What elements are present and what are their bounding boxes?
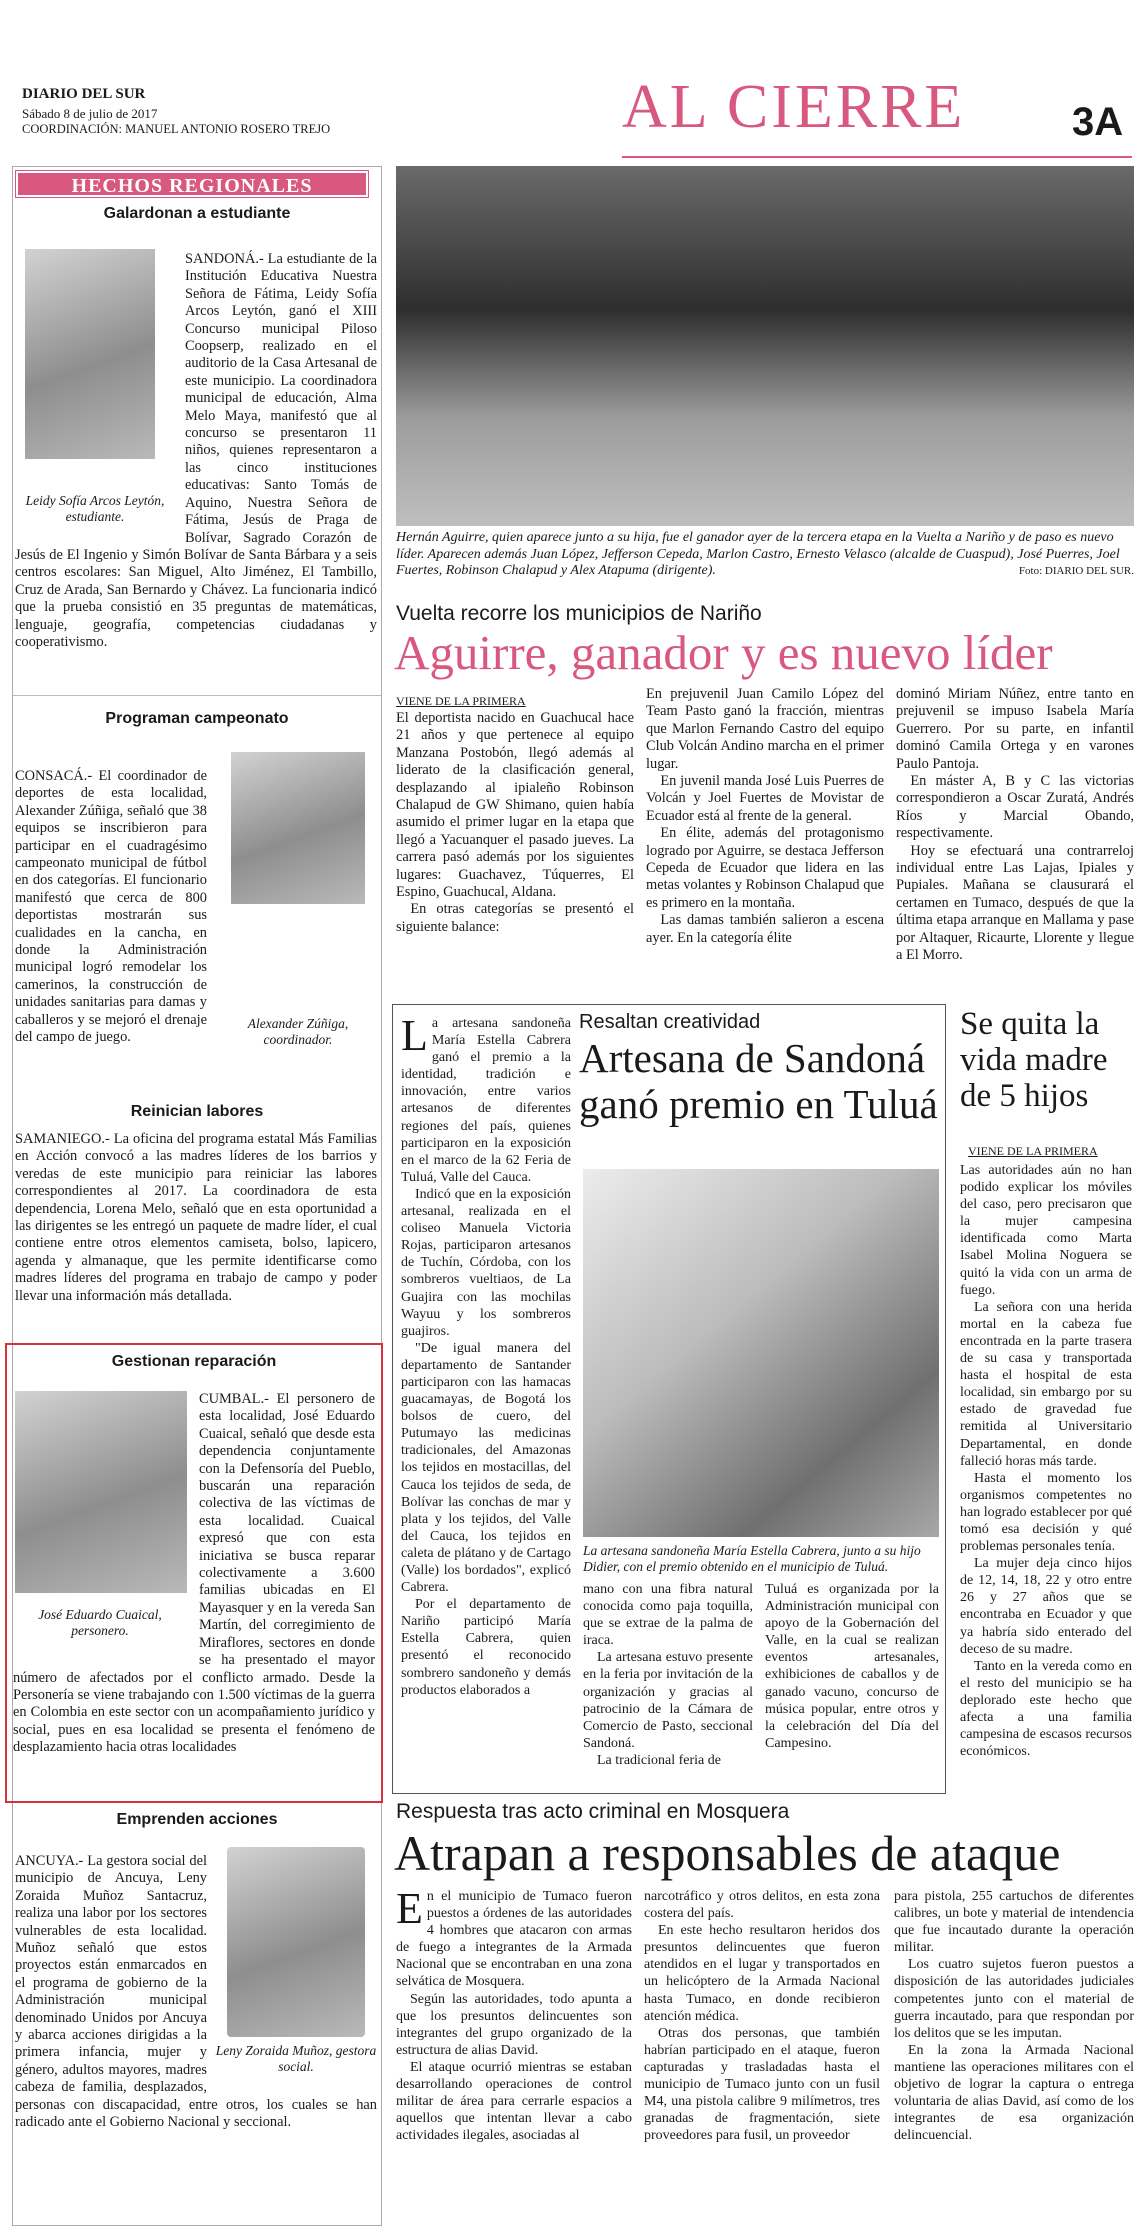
artesana-caption: La artesana sandoneña María Estella Cabrera, junto a su hijo Didier, con el premio obtenido en el municipio de Tuluá. xyxy=(583,1543,921,1574)
article-reinician xyxy=(13,1091,381,1341)
vuelta-col1 xyxy=(396,710,634,936)
col-text: narcotráfico y otros delitos, en esta zona costera del país. En este hecho resultaron heridos dos presuntos delincuentes que fueron atendidos en el lugar y transportados en un helicóptero de la Armada Nacional hasta Tumaco, en donde recibieron atención médica. Otras dos personas, que también habrían participado en el ataque, fueron capturadas y trasladadas hasta el municipio de Tumaco junto con un fusil M4, una pistola calibre 9 milímetros, tres granadas de fragmentación, siete proveedores para fusil, un proveedor xyxy=(644,1889,880,2144)
artesana-kicker: Resaltan creatividad xyxy=(579,1011,761,1033)
vuelta-col3 xyxy=(896,686,1134,965)
artesana-col1 xyxy=(401,1011,571,1699)
photo-credit: Foto: DIARIO DEL SUR. xyxy=(1018,565,1134,577)
photo-caption: José Eduardo Cuaical, personero. xyxy=(38,1607,162,1638)
col-text: mano con una fibra natural conocida como paja toquilla, que se extrae de la palma de iraca. La artesana estuvo presente en la feria por invitación de la organización y gracias al patrocinio de la Cámara de Comercio de Pasto, seccional Sandoná. La tradicional feria de xyxy=(583,1582,753,1768)
article-body xyxy=(15,251,377,651)
main-photo-caption xyxy=(396,530,1134,580)
article-body xyxy=(15,768,377,1047)
quita-article xyxy=(960,1006,1136,1796)
article-title: Programan campeonato xyxy=(105,710,289,727)
artisan-photo xyxy=(583,1169,939,1537)
article-title: Gestionan reparación xyxy=(111,1353,277,1370)
col-text: dominó Miriam Núñez, entre tanto en prejuvenil se impuso Isabela María Guerrero. Por su parte, en infantil dominó Camila Ortega y en varones Paulo Pantoja. En máster A, B y C las victorias correspondieron a Oscar Zuratá, Andrés Ríos y Marcial Obando, respectivamente. Hoy se efectuará una contrarreloj individual entre Las Lajas, Ipiales y Pupiales. Mañana se clausurará el certamen en Tumaco, después de que la última etapa arranque en Mallama y pase por Altaquer, Ricaurte, Llorente y llegue a El Morro. xyxy=(896,686,1134,964)
photo-spacer xyxy=(207,768,377,1036)
body-text: CONSACÁ.- El coordinador de deportes de esta localidad, Alexander Zúñiga, señaló que 38 equipos se inscribieron para participar en el cuadragésimo campeonato municipal de fútbol en dos categorías. El funcionario manifestó que cerca de 800 deportistas mostrarán sus cualidades en la cancha, en donde la Administración municipal logró remodelar los camerinos, la construcción de unidades sanitarias para damas y caballeros y se mejoró el drenaje del campo de juego. xyxy=(15,768,207,1046)
atrapan-kicker: Respuesta tras acto criminal en Mosquera xyxy=(396,1800,790,1823)
cyclists-podium-photo xyxy=(396,166,1134,526)
article-title: Emprenden acciones xyxy=(116,1811,278,1828)
article-title: Reinician labores xyxy=(130,1103,264,1120)
regional-column xyxy=(12,166,382,2226)
body-text: Las autoridades aún no han podido explicar los móviles del caso, pero precisaron que la mujer campesina identificada como Marta Isabel Molina Noguera se quitó la vida con un arma de fuego. La señora con una herida mortal en la cabeza fue encontrada en la parte trasera de su casa y transportada hasta el hospital de esta localidad, sin embargo por su estado de gravedad fue remitida al Universitario Departamental, en donde falleció horas más tarde. Hasta el momento los organismos competentes no han logrado establecer por qué tomó esa decisión y qué problemas personales tenía. La mujer deja cinco hijos de 12, 14, 18, 22 y otro entre 26 y 27 años que se encontraba en Ecuador y que ya habría sido enterado del deceso de su madre. Tanto en la vereda como en el resto del municipio se ha deplorado este hecho que afecta a una familia campesina de escasos recursos económicos. xyxy=(960,1163,1132,1760)
body-text: CUMBAL.- El personero de esta localidad, José Eduardo Cuaical, señaló que desde esta dependencia conjuntamente con la Defensoría del Pueblo, buscarán una reparación colectiva de las víctimas de esta localidad. Cuaical expresó que con esta iniciativa se busca reparar colectivamente a 3.600 familias ubicadas en El Mayasquer y en la vereda San Martín, del corregimiento de Miraflores, sectores en donde se ha presentado el mayor número de afectados por el conflicto armado. Desde la Personería se viene trabajando con 1.500 víctimas de la guerra en Colombia en este sector con un acompañamiento jurídico y social, pues en esa localidad se presenta el fenómeno de desplazamiento hacia otras localidades xyxy=(13,1391,375,1756)
quita-viene: VIENE DE LA PRIMERA xyxy=(968,1144,1098,1158)
regional-header: HECHOS REGIONALES xyxy=(16,171,368,197)
paper-name: DIARIO DEL SUR xyxy=(22,86,146,102)
quita-body xyxy=(960,1162,1132,1760)
photo-caption: Leidy Sofía Arcos Leytón, estudiante. xyxy=(25,493,165,524)
vuelta-kicker: Vuelta recorre los municipios de Nariño xyxy=(396,602,762,625)
quita-headline: Se quita la vida madre de 5 hijos xyxy=(960,1006,1108,1114)
vuelta-col2 xyxy=(646,686,884,947)
issue-date: Sábado 8 de julio de 2017 xyxy=(22,106,158,121)
drop-cap: L xyxy=(401,1011,428,1060)
vuelta-viene: VIENE DE LA PRIMERA xyxy=(396,694,526,708)
article-body xyxy=(15,1853,377,2132)
col-text: El deportista nacido en Guachucal hace 21 años y que pertenece al equipo Manzana Postobón, llegó además al liderato de la clasificación general, desplazando al ipialeño Robinson Chalapud de GW Shimano, quien había asumido el primer lugar en la etapa que llegó a Yacuanquer el pasado jueves. La carrera pasó además por los siguientes lugares: Guachavez, Túquerres, El Espino, Guachucal, Aldana. En otras categorías se presentó el siguiente balance: xyxy=(396,710,634,935)
article-title: Galardonan a estudiante xyxy=(103,205,291,222)
article-reparacion xyxy=(5,1343,383,1803)
artesana-col2 xyxy=(583,1581,753,1769)
vuelta-headline: Aguirre, ganador y es nuevo líder xyxy=(394,625,1053,680)
body-text: ANCUYA.- La gestora social del municipio de Ancuya, Leny Zoraida Muñoz Santacruz, realiza una labor por los sectores vulnerables de esta localidad. Muñoz señaló que estos proyectos están enmarcados en el programa de gobierno de la Administración municipal denominado Unidos por Ancuya y abarca acciones dirigidas a la primera infancia, mujer y género, adultos mayores, madres cabeza de familia, desplazados, personas con discapacidad, entre otros, los cuales se han radicado ante el Gobierno Nacional y seccional. xyxy=(15,1853,377,2131)
photo-spacer xyxy=(13,1391,199,1653)
article-campeonato xyxy=(13,695,381,1085)
masthead-rule xyxy=(622,156,1132,158)
artesana-col3 xyxy=(765,1581,939,1752)
section-title: AL CIERRE xyxy=(622,73,966,141)
artesana-box xyxy=(392,1004,946,1794)
masthead xyxy=(0,0,1143,165)
photo-caption: Alexander Zúñiga, coordinador. xyxy=(247,1016,349,1047)
col-text: a artesana sandoneña María Estella Cabrera ganó el premio a la identidad, tradición e innovación, entre varios artesanos de diferentes regiones del país, quienes participaron en la exposición en el marco de la 62 Feria de Tuluá, Valle del Cauca. Indicó que en la exposición artesanal, realizada en el coliseo Manuela Victoria Rojas, participaron artesanos de Tuchín, Córdoba, con los sombreros vueltiaos, de La Guajira con las mochilas Wayuu y los sombreros guajiros. "De igual manera del departamento de Santander participaron con las hamacas guacamayas, de Bogotá los bolsos de cuero, del Putumayo las medicinas tradicionales, del Amazonas los tejidos en mostacillas, del Cauca los tejidos de seda, de Bolívar las conchas de mar y plata y los tejidos, del Valle del Cauca, los tejidos en caleta de plátano y de Cartago (Valle) los bordados", explicó Cabrera. Por el departamento de Nariño participó María Estella Cabrera, quien presentó el reconocido sombrero sandoneño y demás productos elaborados a xyxy=(401,1016,571,1698)
photo-spacer xyxy=(15,251,185,541)
article-emprenden xyxy=(13,1807,381,2225)
col-text: n el municipio de Tumaco fueron puestos a órdenes de las autoridades 4 hombres que atacaron con armas de fuego a integrantes de la Armada Nacional que se encontraban en una zona selvática de Mosquera. Según las autoridades, todo apunta a que los presuntos delincuentes son integrantes del grupo organizado de la estructura de alias David. El ataque ocurrió mientras se estaban desarrollando operaciones de control militar de área para cerrarle espacios a aquellos que intentan llevar a cabo actividades ilegales, asociadas al xyxy=(396,1889,632,2144)
col-text: para pistola, 255 cartuchos de diferentes calibres, un bote y material de intendencia que fue incautado durante la operación militar. Los cuatro sujetos fueron puestos a disposición de las autoridades judiciales competentes junto con el material de guerra incautado, para que respondan por los delitos que se les imputan. En la zona la Armada Nacional mantiene las operaciones militares con el objetivo de lograr la captura o entrega voluntaria de alias David, así como de los integrantes de esa organización delincuencial. xyxy=(894,1889,1134,2144)
atrapan-col1 xyxy=(396,1884,632,2144)
caption-text: Hernán Aguirre, quien aparece junto a su hija, fue el ganador ayer de la tercera etapa en la Vuelta a Nariño y de paso es nuevo líder. Aparecen además Juan López, Jefferson Cepeda, Marlon Castro, Ernesto Velasco (alcalde de Cuaspud), José Puerres, Joel Fuertes, Robinson Chalapud y Alex Atapuma (dirigente). xyxy=(396,530,1120,578)
photo-caption: Leny Zoraida Muñoz, gestora social. xyxy=(215,2043,377,2074)
coordination: COORDINACIÓN: MANUEL ANTONIO ROSERO TREJO xyxy=(22,122,331,136)
atrapan-col3 xyxy=(894,1888,1134,2144)
atrapan-headline: Atrapan a responsables de ataque xyxy=(394,1825,1061,1881)
drop-cap: E xyxy=(396,1884,423,1933)
article-body: SAMANIEGO.- La oficina del programa estatal Más Familias en Acción convocó a las madres líderes de los barrios y veredas de este municipio para reiniciar las labores correspondientes al 2017. La coordinadora de esta dependencia, Lorena Melo, señaló que en esta oportunidad a las dirigentes se les entregó un paquete de madre líder, el cual contiene entre otros elementos camiseta, bolso, lapicero, agenda y almanaque, que les permite identificarse como madres líderes del programa en trabajo de campo y poder llevar una información más detallada. xyxy=(15,1131,377,1304)
atrapan-col2 xyxy=(644,1888,880,2144)
body-text: SANDONÁ.- La estudiante de la Institución Educativa Nuestra Señora de Fátima, Leidy Sofía Arcos Leytón, ganó el XIII Concurso municipal Piloso Coopserp, realizado en el auditorio de la Casa Artesanal de este municipio. La coordinadora municipal de educación, Alma Melo Maya, manifestó que al concurso se presentaron 11 niños, quienes representaron a las cinco instituciones educativas: Santo Tomás de Aquino, Nuestra Señora de Fátima, Jesús de Praga de Bolívar, Sagrado Corazón de Jesús de El Ingenio y Simón Bolívar de Santa Bárbara y a seis centros escolares: San Miguel, Alto Jiménez, El Tambillo, Cruz de Arada, San Bernardo y Chávez. La funcionaria indicó que la prueba consistió en 35 preguntas de matemáticas, lenguaje, geografía, competencias ciudadanas y cooperativismo. xyxy=(15,251,377,650)
artesana-headline: Artesana de Sandoná ganó premio en Tuluá xyxy=(579,1035,938,1127)
col-text: En prejuvenil Juan Camilo López del Team Pasto ganó la fracción, mientras que Marlon Fernando Castro del equipo Club Volcán Andino marcha en el primer lugar. En juvenil manda José Luis Puerres de Volcán y Joel Fuertes de Movistar de Ecuador está al frente de la general. En élite, además del protagonismo logrado por Aguirre, se destaca Jefferson Cepeda de Ecuador que lidera en las metas volantes y Robinson Chalapud que es primero en la montaña. Las damas también salieron a escena ayer. En la categoría élite xyxy=(646,686,884,946)
page-number: 3A xyxy=(1072,100,1124,144)
col-text: Tuluá es organizada por la Administración municipal con apoyo de la Gobernación del Valle, en la cual se realizan eventos artesanales, exhibiciones de caballos y de ganado vacuno, concurso de música popular, entre otros y la celebración del Día del Campesino. xyxy=(765,1582,939,1751)
photo-spacer xyxy=(207,1853,377,2089)
article-body xyxy=(13,1391,375,1757)
